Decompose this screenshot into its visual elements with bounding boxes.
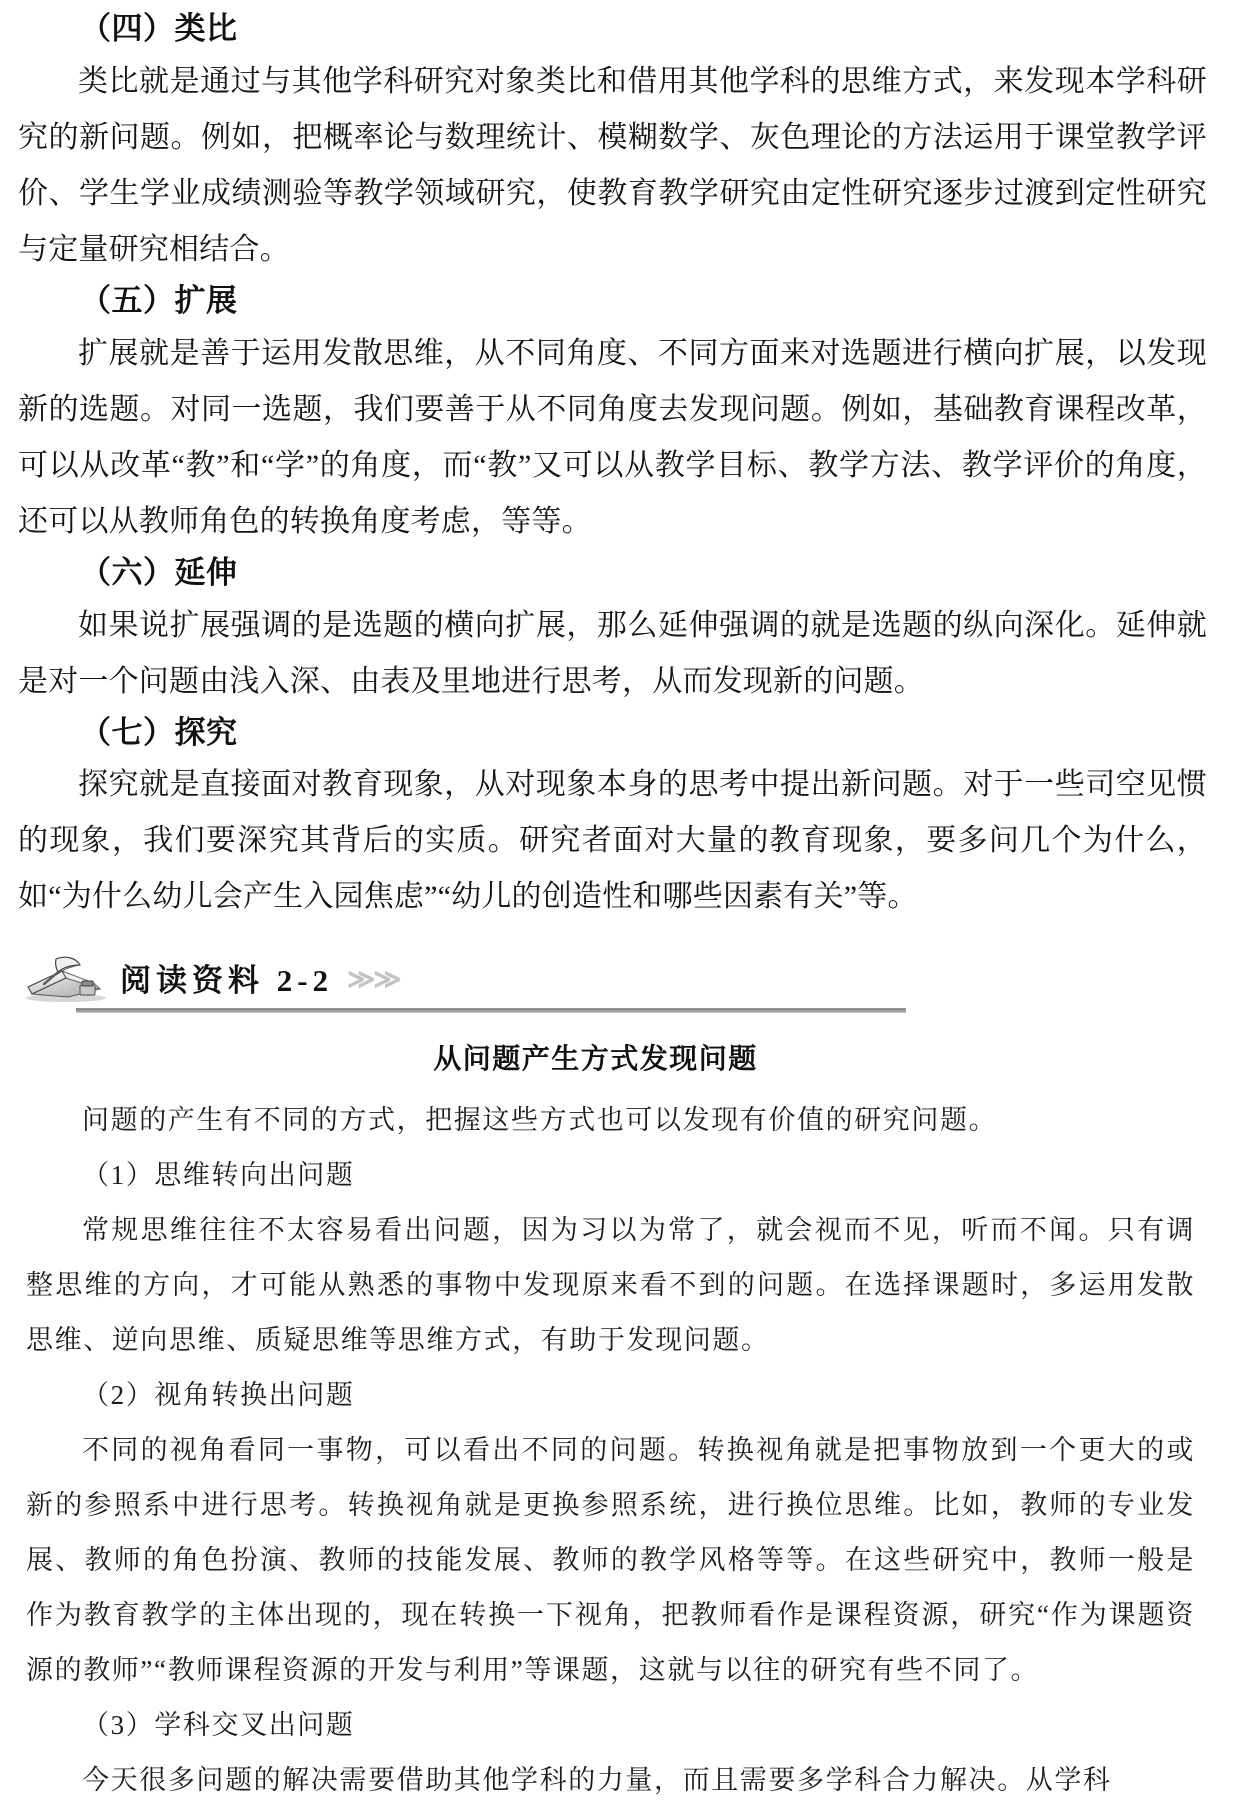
reading-material-banner	[18, 951, 1207, 1013]
section-paragraph-inquiry: 探究就是直接面对教育现象，从对现象本身的思考中提出新问题。对于一些司空见惯的现象，我们要深究其背后的实质。研究者面对大量的教育现象，要多问几个为什么，如“为什么幼儿会产生入园焦虑”“幼儿的创造性和哪些因素有关”等。	[18, 768, 1207, 914]
section-heading-analogy: （四）类比	[80, 11, 238, 46]
banner-divider	[76, 1008, 906, 1013]
reading-item-paragraph-2: 不同的视角看同一事物，可以看出不同的问题。转换视角就是把事物放到一个更大的或新的参照系中进行思考。转换视角就是更换参照系统，进行换位思维。比如，教师的专业发展、教师的角色扮演、教师的技能发展、教师的教学风格等等。在这些研究中，教师一般是作为教育教学的主体出现的，现在转换一下视角，把教师看作是课程资源，研究“作为课题资源的教师”“教师课程资源的开发与利用”等课题，这就与以往的研究有些不同了。	[26, 1435, 1195, 1686]
reading-item-label-2: （2）视角转换出问题	[82, 1380, 355, 1411]
banner-row	[22, 951, 1207, 1003]
section-heading-inquiry: （七）探究	[80, 714, 238, 750]
reading-item-label-3: （3）学科交叉出问题	[82, 1710, 355, 1741]
reading-item-paragraph-3: 今天很多问题的解决需要借助其他学科的力量，而且需要多学科合力解决。从学科	[82, 1765, 1112, 1796]
chevron-right-icon: ≫≫	[347, 964, 400, 995]
banner-title: 阅读资料 2-2	[120, 963, 334, 999]
section-paragraph-analogy: 类比就是通过与其他学科研究对象类比和借用其他学科的思维方式，来发现本学科研究的新问题。例如，把概率论与数理统计、模糊数学、灰色理论的方法运用于课堂教学评价、学生学业成绩测验等教学领域研究，使教育教学研究由定性研究逐步过渡到定性研究与定量研究相结合。	[18, 64, 1207, 266]
reading-item-label-1: （1）思维转向出问题	[82, 1160, 355, 1191]
reading-material-title: 从问题产生方式发现问题	[433, 1044, 758, 1076]
reading-material-intro: 问题的产生有不同的方式，把握这些方式也可以发现有价值的研究问题。	[82, 1105, 998, 1136]
section-heading-extension: （六）延伸	[80, 554, 238, 590]
section-paragraph-extension: 如果说扩展强调的是选题的横向扩展，那么延伸强调的就是选题的纵向深化。延伸就是对一个问题由浅入深、由表及里地进行思考，从而发现新的问题。	[18, 608, 1207, 698]
reading-material-body	[18, 1037, 1207, 1808]
book-quill-icon	[22, 953, 114, 1003]
section-paragraph-expansion: 扩展就是善于运用发散思维，从不同角度、不同方面来对选题进行横向扩展，以发现新的选题。对同一选题，我们要善于从不同角度去发现问题。例如，基础教育课程改革，可以从改革“教”和“学”的角度，而“教”又可以从教学目标、教学方法、教学评价的角度，还可以从教师角色的转换角度考虑，等等。	[18, 336, 1207, 538]
reading-item-paragraph-1: 常规思维往往不太容易看出问题，因为习以为常了，就会视而不见，听而不闻。只有调整思维的方向，才可能从熟悉的事物中发现原来看不到的问题。在选择课题时，多运用发散思维、逆向思维、质疑思维等思维方式，有助于发现问题。	[26, 1215, 1195, 1356]
section-heading-expansion: （五）扩展	[80, 282, 238, 318]
